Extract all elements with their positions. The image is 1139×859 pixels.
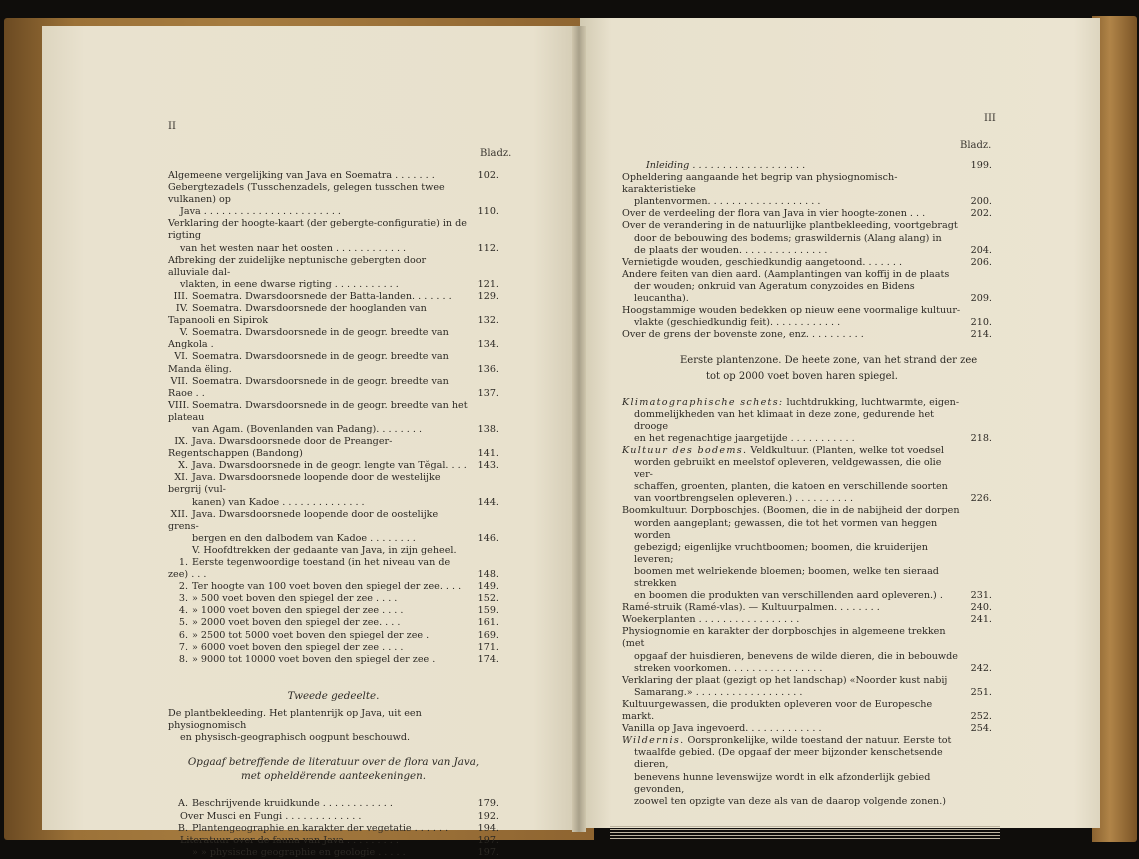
toc-entry [622, 305, 992, 317]
entry-text: Andere feiten van dien aard. (Aamplantingen van koffij in de plaats [622, 268, 950, 280]
entry-number: VII. [170, 375, 188, 387]
entry-number: XI. [174, 472, 188, 484]
entry-number: VIII. [168, 399, 190, 411]
entry-page: 134. [477, 339, 499, 351]
toc-entry [622, 220, 992, 232]
toc-entry [622, 233, 992, 245]
entry-text: Physiognomie en karakter der dorpboschjes in algemeene trekken (met [622, 626, 946, 650]
book-gutter [572, 26, 586, 832]
entry-page: 252. [970, 711, 992, 723]
toc-entry [168, 835, 499, 847]
entry-text: Kultuurgewassen, die produkten opleveren voor de Europesche markt. [622, 698, 933, 723]
entry-text: twaalfde gebied. (De opgaaf der meer bijzonder kenschetsende dieren, [634, 747, 943, 771]
toc-entry [622, 493, 992, 505]
right-toc [622, 160, 992, 808]
entry-page: 159. [477, 605, 499, 617]
entry-page: 206. [970, 256, 992, 268]
entry-page: 143. [477, 460, 499, 472]
left-toc [168, 170, 499, 859]
toc-entry [168, 593, 499, 605]
toc-entry [168, 581, 499, 593]
entry-text: opgaaf der huisdieren, benevens de wilde dieren, die in bebouwde [634, 650, 958, 662]
entry-number: VI. [174, 351, 188, 363]
entry-text: » » physische geographie en geologie . . . . . [192, 846, 406, 858]
toc-entry [622, 626, 992, 650]
entry-text: vlakte (geschiedkundig feit). . . . . . . . . . . . [634, 317, 841, 329]
toc-entry [622, 723, 992, 735]
entry-text: boomen met welriekende bloemen; boomen, welke ten sieraad strekken [634, 565, 939, 589]
toc-entry [622, 772, 992, 796]
entry-page: 144. [477, 496, 499, 508]
literature-heading: Opgaaf betreffende de literatuur over de flora van Java, [187, 756, 480, 769]
toc-entry [622, 196, 992, 208]
entry-text: Vernietigde wouden, geschiedkundig aangetoond. . . . . . . [622, 256, 902, 268]
entry-text: Soematra. Dwarsdoorsnede in de geogr. breedte van Manda ëling. [168, 351, 449, 375]
entry-text: Literatuur over de fauna van Java . . . . . . . . . [180, 834, 399, 846]
entry-number: 6. [178, 629, 188, 641]
entry-page: 194. [477, 822, 499, 834]
entry-text: Over Musci en Fungi . . . . . . . . . . . . . [180, 810, 362, 822]
entry-number: 4. [178, 605, 188, 617]
entry-page: 146. [477, 532, 499, 544]
entry-page: 251. [970, 686, 992, 698]
toc-entry [168, 400, 499, 424]
toc-entry [168, 170, 499, 182]
entry-text: » 500 voet boven den spiegel der zee . . . . [192, 593, 398, 605]
entry-page: 171. [477, 641, 499, 653]
toc-entry [168, 291, 499, 303]
toc-entry [168, 798, 499, 810]
toc-entry [168, 823, 499, 835]
section-title: Tweede gedeelte. [287, 689, 380, 702]
entry-text: Plantengeographie en karakter der vegetatie . . . . . . [192, 822, 449, 834]
toc-entry [622, 172, 992, 196]
entry-number: X. [178, 460, 188, 472]
entry-page: 200. [970, 196, 992, 208]
entry-text: Java. Dwarsdoorsnede loopende door de westelijke bergrij (vul- [168, 472, 441, 496]
entry-text: Verklaring der hoogte-kaart (der gebergte-configuratie) in de rigting [168, 218, 467, 242]
entry-text: van Agam. (Bovenlanden van Padang). . . . . . . . [192, 423, 422, 435]
entry-page: 192. [477, 810, 499, 822]
entry-text: Hoogstammige wouden bedekken op nieuw eene voormalige kultuur- [622, 305, 961, 317]
toc-entry [622, 397, 992, 409]
toc-entry [622, 269, 992, 281]
entry-text: Soematra. Dwarsdoorsnede der hooglanden van Tapanooli en Sipirok [168, 303, 427, 327]
toc-entry [168, 279, 499, 291]
entry-text: van voortbrengselen opleveren.) . . . . . . . . . . [634, 493, 854, 505]
entry-text: Opheldering aangaande het begrip van physiognomisch-karakteristieke [622, 172, 898, 196]
toc-entry [168, 327, 499, 351]
entry-text: Over de grens der bovenste zone, enz. . . . . . . . . . [622, 329, 864, 341]
entry-text: Ter hoogte van 100 voet boven den spiegel der zee. . . . [192, 581, 462, 593]
entry-page: 254. [970, 723, 992, 735]
entry-text: Ramé-struik (Ramé-vlas). — Kultuurpalmen. . . . . . . . [622, 602, 880, 614]
left-bladz-label: Bladz. [480, 148, 512, 159]
entry-number: IV. [175, 303, 188, 315]
entry-page: 138. [477, 423, 499, 435]
entry-page: 129. [477, 290, 499, 302]
entry-page: 137. [477, 387, 499, 399]
toc-entry [622, 614, 992, 626]
entry-text: en het regenachtige jaargetijde . . . . . . . . . . . [634, 432, 855, 444]
entry-page: 231. [970, 590, 992, 602]
toc-entry [622, 542, 992, 566]
entry-text: Over de verdeeling der flora van Java in vier hoogte-zonen . . . [622, 208, 926, 220]
entry-text: Kultuur des bodems. Veldkultuur. (Planten, welke tot voedsel [622, 444, 944, 456]
toc-entry [168, 218, 499, 242]
toc-entry [168, 376, 499, 400]
toc-entry [622, 505, 992, 517]
toc-entry [168, 557, 499, 581]
toc-entry [168, 811, 499, 823]
entry-page: 209. [970, 293, 992, 305]
entry-text: vlakten, in eene dwarse rigting . . . . . . . . . . . [180, 278, 399, 290]
entry-text: » 9000 tot 10000 voet boven den spiegel der zee . [192, 653, 436, 665]
toc-entry [622, 329, 992, 341]
toc-entry [168, 460, 499, 472]
toc-entry [168, 351, 499, 375]
entry-text: Java. Dwarsdoorsnede in de geogr. lengte van Tĕgal. . . . [192, 460, 467, 472]
entry-text: Soematra. Dwarsdoorsnede in de geogr. breedte van het plateau [168, 399, 468, 423]
entry-text: Eerste tegenwoordige toestand (in het niveau van de zee) . . . [168, 557, 451, 581]
toc-entry [622, 590, 992, 602]
entry-text: van het westen naar het oosten . . . . . . . . . . . . [180, 242, 407, 254]
toc-entry [168, 182, 499, 206]
entry-text: en boomen die produkten van verschillenden aard opleveren.) . [634, 590, 943, 602]
toc-entry [622, 735, 992, 747]
entry-text: » 2500 tot 5000 voet boven den spiegel der zee . [192, 629, 430, 641]
entry-number: 7. [178, 641, 188, 653]
entry-page: 136. [477, 363, 499, 375]
entry-text: zoowel ten opzigte van deze als van de daarop volgende zonen.) [634, 795, 947, 807]
entry-text: kanen) van Kadoe . . . . . . . . . . . . . . [192, 496, 365, 508]
entry-page: 148. [477, 569, 499, 581]
toc-entry [622, 409, 992, 433]
entry-number: IX. [174, 436, 188, 448]
entry-page: 226. [970, 493, 992, 505]
toc-entry [168, 509, 499, 533]
toc-entry [622, 663, 992, 675]
toc-entry [622, 433, 992, 445]
toc-entry [622, 602, 992, 614]
literature-heading: met opheldërende aanteekeningen. [240, 770, 427, 783]
entry-text: gebezigd; eigenlijke vruchtboomen; boomen, die kruiderijen leveren; [634, 541, 928, 565]
toc-entry [622, 245, 992, 257]
entry-text: door de bebouwing des bodems; graswildernis (Alang alang) in [634, 232, 942, 244]
toc-entry [168, 255, 499, 279]
entry-number: 1. [178, 557, 188, 568]
entry-page: 174. [477, 653, 499, 665]
entry-number: V. [179, 327, 188, 339]
entry-page: 197. [477, 846, 499, 858]
zone-title: tot op 2000 voet boven haren spiegel. [706, 370, 898, 382]
toc-entry [622, 687, 992, 699]
entry-text: Woekerplanten . . . . . . . . . . . . . . . . . [622, 614, 800, 626]
toc-entry [168, 424, 499, 436]
toc-entry [168, 617, 499, 629]
entry-text: Gebergtezadels (Tusschenzadels, gelegen tusschen twee vulkanen) op [168, 182, 445, 206]
entry-text: Wildernis. Oorspronkelijke, wilde toestand der natuur. Eerste tot [622, 735, 952, 747]
toc-entry [622, 566, 992, 590]
toc-entry [622, 160, 992, 172]
entry-text: Inleiding . . . . . . . . . . . . . . . . . . . [646, 160, 806, 171]
entry-text: schaffen, groenten, planten, die katoen en verschillende soorten [634, 481, 948, 493]
right-bladz-label: Bladz. [960, 140, 992, 151]
entry-number: A. [178, 798, 188, 810]
toc-entry [168, 630, 499, 642]
entry-text: Beschrijvende kruidkunde . . . . . . . . . . . . [192, 798, 393, 810]
toc-entry [168, 654, 499, 666]
entry-text: » 6000 voet boven den spiegel der zee . . . . [192, 641, 404, 653]
toc-entry [622, 445, 992, 457]
entry-page: 204. [970, 244, 992, 256]
entry-text: benevens hunne levenswijze wordt in elk afzonderlijk gebied gevonden, [634, 771, 931, 795]
entry-text: Klimatographische schets: luchtdrukking, luchtwarmte, eigen- [622, 396, 960, 408]
entry-text: plantenvormen. . . . . . . . . . . . . . . . . . . [634, 196, 821, 208]
entry-page: 152. [477, 593, 499, 605]
entry-page: 210. [970, 317, 992, 329]
entry-text: Soematra. Dwarsdoorsnede in de geogr. breedte van Raoe . . [168, 375, 449, 399]
toc-entry [168, 497, 499, 509]
toc-entry [168, 472, 499, 496]
entry-text: Over de verandering in de natuurlijke plantbekleeding, voortgebragt [622, 220, 958, 232]
toc-entry [622, 796, 992, 808]
entry-page: 112. [477, 242, 499, 254]
left-page-number: II [168, 121, 176, 132]
entry-number: III. [173, 290, 188, 302]
toc-entry [622, 747, 992, 771]
entry-text: Algemeene vergelijking van Java en Soematra . . . . . . . [168, 170, 435, 181]
entry-text: der wouden; onkruid van Ageratum conyzoides en Bidens leucantha). [634, 280, 915, 305]
entry-text: worden aangeplant; gewassen, die tot het vormen van heggen worden [634, 517, 938, 541]
toc-entry [168, 206, 499, 218]
entry-number: 8. [178, 653, 188, 665]
entry-page: 197. [477, 834, 499, 846]
entry-page: 199. [970, 160, 992, 171]
entry-page: 218. [970, 432, 992, 444]
entry-page: 240. [970, 602, 992, 614]
entry-page: 179. [477, 798, 499, 810]
zone-title: Eerste plantenzone. De heete zone, van het strand der zee [680, 355, 978, 367]
entry-page: 149. [477, 581, 499, 593]
section-text: en physisch-geographisch oogpunt beschouwd. [180, 732, 411, 744]
toc-entry [622, 675, 992, 687]
toc-entry [622, 699, 992, 723]
entry-text: dommelijkheden van het klimaat in deze zone, gedurende het drooge [634, 408, 934, 432]
entry-text: Boomkultuur. Dorpboschjes. (Boomen, die in de nabijheid der dorpen [622, 505, 960, 517]
entry-page: 241. [970, 614, 992, 626]
toc-entry [622, 208, 992, 220]
page-edges [610, 826, 1000, 840]
entry-page: 202. [970, 208, 992, 220]
section-text: De plantbekleeding. Het plantenrijk op Java, uit een physiognomisch [168, 707, 422, 732]
toc-entry [622, 257, 992, 269]
entry-text: de plaats der wouden. . . . . . . . . . . . . . . [634, 244, 828, 256]
entry-text: » 2000 voet boven den spiegel der zee. . . . [192, 617, 401, 629]
entry-text: bergen en den dalbodem van Kadoe . . . . . . . . [192, 532, 416, 544]
entry-page: 110. [477, 206, 499, 218]
entry-page: 214. [970, 329, 992, 341]
entry-text: Verklaring der plaat (gezigt op het landschap) «Noorder kust nabij [622, 674, 948, 686]
entry-number: XII. [170, 508, 188, 520]
toc-entry [622, 281, 992, 305]
entry-page: 132. [477, 315, 499, 327]
toc-entry [168, 545, 499, 557]
entry-text: Soematra. Dwarsdoorsnede in de geogr. breedte van Angkola . [168, 327, 449, 351]
toc-entry [168, 605, 499, 617]
toc-entry [168, 533, 499, 545]
entry-page: 242. [970, 662, 992, 674]
entry-text: Vanilla op Java ingevoerd. . . . . . . . . . . . . [622, 723, 822, 735]
entry-page: 102. [477, 170, 499, 181]
entry-text: streken voorkomen. . . . . . . . . . . . . . . . [634, 662, 823, 674]
entry-text: V. Hoofdtrekken der gedaante van Java, in zijn geheel. [192, 544, 457, 556]
toc-entry [622, 481, 992, 493]
entry-text: Java. Dwarsdoorsnede door de Preanger-Regentschappen (Bandong) [168, 436, 393, 460]
toc-entry [622, 317, 992, 329]
entry-text: Java. Dwarsdoorsnede loopende door de oostelijke grens- [168, 508, 439, 532]
entry-number: B. [177, 822, 188, 834]
toc-entry [168, 243, 499, 255]
toc-entry [622, 518, 992, 542]
right-page-number: III [984, 113, 996, 124]
toc-entry [622, 457, 992, 481]
toc-entry [622, 651, 992, 663]
toc-entry [168, 642, 499, 654]
entry-text: Soematra. Dwarsdoorsnede der Batta-landen. . . . . . . [192, 290, 452, 302]
entry-page: 161. [477, 617, 499, 629]
entry-number: 5. [178, 617, 188, 629]
toc-entry [168, 436, 499, 460]
entry-text: Samarang.» . . . . . . . . . . . . . . . . . . [634, 686, 803, 698]
entry-page: 121. [477, 278, 499, 290]
entry-page: 169. [477, 629, 499, 641]
entry-page: 141. [477, 448, 499, 460]
toc-entry [168, 847, 499, 859]
entry-text: Java . . . . . . . . . . . . . . . . . . . . . . . [180, 206, 341, 218]
entry-number: 2. [178, 581, 188, 593]
entry-number: 3. [178, 593, 188, 605]
entry-text: » 1000 voet boven den spiegel der zee . . . . [192, 605, 404, 617]
toc-entry [168, 303, 499, 327]
entry-text: Afbreking der zuidelijke neptunische gebergten door alluviale dal- [168, 254, 427, 278]
entry-text: worden gebruikt en meelstof opleveren, veldgewassen, die olie ver- [634, 457, 942, 481]
